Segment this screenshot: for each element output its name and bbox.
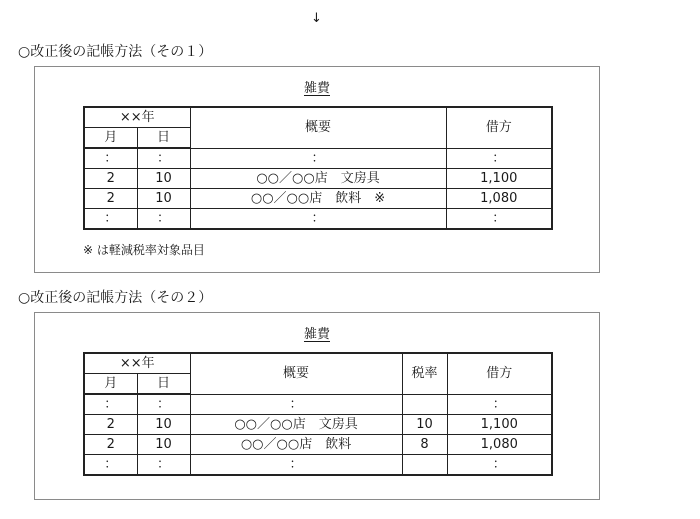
debit-cell: ： bbox=[446, 148, 552, 169]
section1-ledger-table bbox=[83, 106, 553, 230]
day-header: 日 bbox=[137, 128, 190, 149]
month-cell: ： bbox=[84, 394, 137, 415]
section1-box bbox=[34, 66, 600, 273]
down-arrow-icon: ↓ bbox=[311, 11, 322, 26]
summary-cell: ○○／○○店 飲料 bbox=[190, 435, 402, 455]
section2-heading: ○改正後の記帳方法（その２） bbox=[18, 290, 213, 306]
summary-cell: ○○／○○店 文房具 bbox=[190, 169, 446, 189]
summary-cell: ○○／○○店 飲料 ※ bbox=[190, 189, 446, 209]
debit-cell: ： bbox=[447, 394, 552, 415]
day-cell: 10 bbox=[137, 189, 190, 209]
section2-ledger-table bbox=[83, 352, 553, 476]
summary-cell: ： bbox=[190, 394, 402, 415]
day-cell: 10 bbox=[137, 435, 190, 455]
summary-cell: ： bbox=[190, 455, 402, 476]
tax-rate-cell bbox=[402, 394, 447, 415]
day-cell: ： bbox=[137, 148, 190, 169]
table-row bbox=[84, 455, 552, 476]
month-cell: ： bbox=[84, 148, 137, 169]
table-row bbox=[84, 415, 552, 435]
debit-cell: 1,080 bbox=[447, 435, 552, 455]
month-header: 月 bbox=[84, 374, 137, 395]
month-cell: 2 bbox=[84, 435, 137, 455]
table-row bbox=[84, 189, 552, 209]
debit-cell: 1,080 bbox=[446, 189, 552, 209]
section2-title: 雑費 bbox=[303, 327, 330, 342]
tax-rate-cell bbox=[402, 455, 447, 476]
month-cell: ： bbox=[84, 455, 137, 476]
month-header: 月 bbox=[84, 128, 137, 149]
debit-cell: 1,100 bbox=[447, 415, 552, 435]
summary-cell: ○○／○○店 文房具 bbox=[190, 415, 402, 435]
day-cell: ： bbox=[137, 209, 190, 230]
day-cell: ： bbox=[137, 394, 190, 415]
year-header: ××年 bbox=[84, 353, 190, 374]
table-row bbox=[84, 209, 552, 230]
month-cell: 2 bbox=[84, 189, 137, 209]
day-cell: 10 bbox=[137, 415, 190, 435]
table-row bbox=[84, 394, 552, 415]
day-header: 日 bbox=[137, 374, 190, 395]
tax-rate-cell: 10 bbox=[402, 415, 447, 435]
table-row bbox=[84, 435, 552, 455]
debit-cell: 1,100 bbox=[446, 169, 552, 189]
tax-rate-header: 税率 bbox=[402, 353, 447, 394]
tax-rate-cell: 8 bbox=[402, 435, 447, 455]
table-row bbox=[84, 148, 552, 169]
month-cell: 2 bbox=[84, 169, 137, 189]
section1-title: 雑費 bbox=[303, 81, 330, 96]
year-header: ××年 bbox=[84, 107, 190, 128]
table-row bbox=[84, 169, 552, 189]
day-cell: 10 bbox=[137, 169, 190, 189]
month-cell: 2 bbox=[84, 415, 137, 435]
section2-box bbox=[34, 312, 600, 500]
summary-cell: ： bbox=[190, 148, 446, 169]
debit-header: 借方 bbox=[446, 107, 552, 148]
debit-cell: ： bbox=[446, 209, 552, 230]
reduced-tax-note: ※ は軽減税率対象品目 bbox=[83, 243, 205, 257]
summary-header: 概要 bbox=[190, 107, 446, 148]
summary-cell: ： bbox=[190, 209, 446, 230]
day-cell: ： bbox=[137, 455, 190, 476]
debit-cell: ： bbox=[447, 455, 552, 476]
summary-header: 概要 bbox=[190, 353, 402, 394]
section1-heading: ○改正後の記帳方法（その１） bbox=[18, 44, 213, 60]
debit-header: 借方 bbox=[447, 353, 552, 394]
month-cell: ： bbox=[84, 209, 137, 230]
